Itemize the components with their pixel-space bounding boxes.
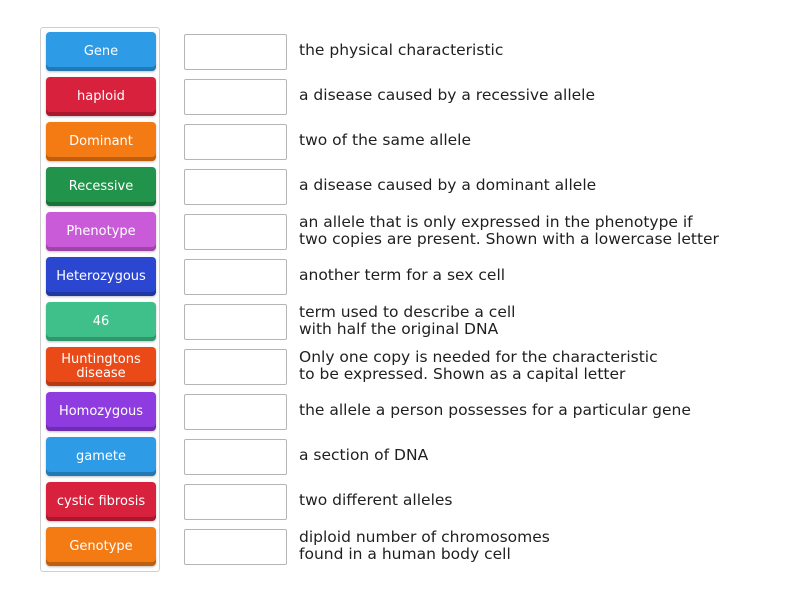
answer-drop-box[interactable]	[184, 439, 287, 475]
term-tile-recessive[interactable]: Recessive	[46, 167, 156, 206]
definition-text: an allele that is only expressed in the phenotype if two copies are present. Shown with a lowercase letter	[299, 213, 719, 248]
definition-text: the allele a person possesses for a particular gene	[299, 400, 691, 419]
definition-text: Only one copy is needed for the characteristic to be expressed. Shown as a capital letter	[299, 348, 658, 383]
term-tile-gene[interactable]: Gene	[46, 32, 156, 71]
term-tile-heterozygous[interactable]: Heterozygous	[46, 257, 156, 296]
term-tile-phenotype[interactable]: Phenotype	[46, 212, 156, 251]
term-tile-homozygous[interactable]: Homozygous	[46, 392, 156, 431]
answer-drop-box[interactable]	[184, 394, 287, 430]
definition-text: another term for a sex cell	[299, 265, 506, 284]
answer-drop-box[interactable]	[184, 124, 287, 160]
definition-text: a section of DNA	[299, 445, 429, 464]
answer-drop-box[interactable]	[184, 349, 287, 385]
term-tile-huntingtons-disease[interactable]: Huntingtons disease	[46, 347, 156, 386]
definition-text: diploid number of chromosomes found in a human body cell	[299, 528, 550, 563]
answer-drop-box[interactable]	[184, 304, 287, 340]
term-tile-haploid[interactable]: haploid	[46, 77, 156, 116]
definition-text: two different alleles	[299, 490, 453, 509]
answer-drop-box[interactable]	[184, 259, 287, 295]
answer-drop-box[interactable]	[184, 169, 287, 205]
answer-drop-box[interactable]	[184, 214, 287, 250]
answer-drop-box[interactable]	[184, 529, 287, 565]
term-tile-genotype[interactable]: Genotype	[46, 527, 156, 566]
answer-drop-box[interactable]	[184, 79, 287, 115]
definition-text: a disease caused by a dominant allele	[299, 175, 597, 194]
term-tile-46[interactable]: 46	[46, 302, 156, 341]
term-tile-dominant[interactable]: Dominant	[46, 122, 156, 161]
definition-text: term used to describe a cell with half the original DNA	[299, 303, 516, 338]
answer-drop-box[interactable]	[184, 34, 287, 70]
term-tile-gamete[interactable]: gamete	[46, 437, 156, 476]
definition-text: the physical characteristic	[299, 40, 504, 59]
definition-text: two of the same allele	[299, 130, 472, 149]
answer-drop-box[interactable]	[184, 484, 287, 520]
definition-text: a disease caused by a recessive allele	[299, 85, 596, 104]
term-tile-cystic-fibrosis[interactable]: cystic fibrosis	[46, 482, 156, 521]
